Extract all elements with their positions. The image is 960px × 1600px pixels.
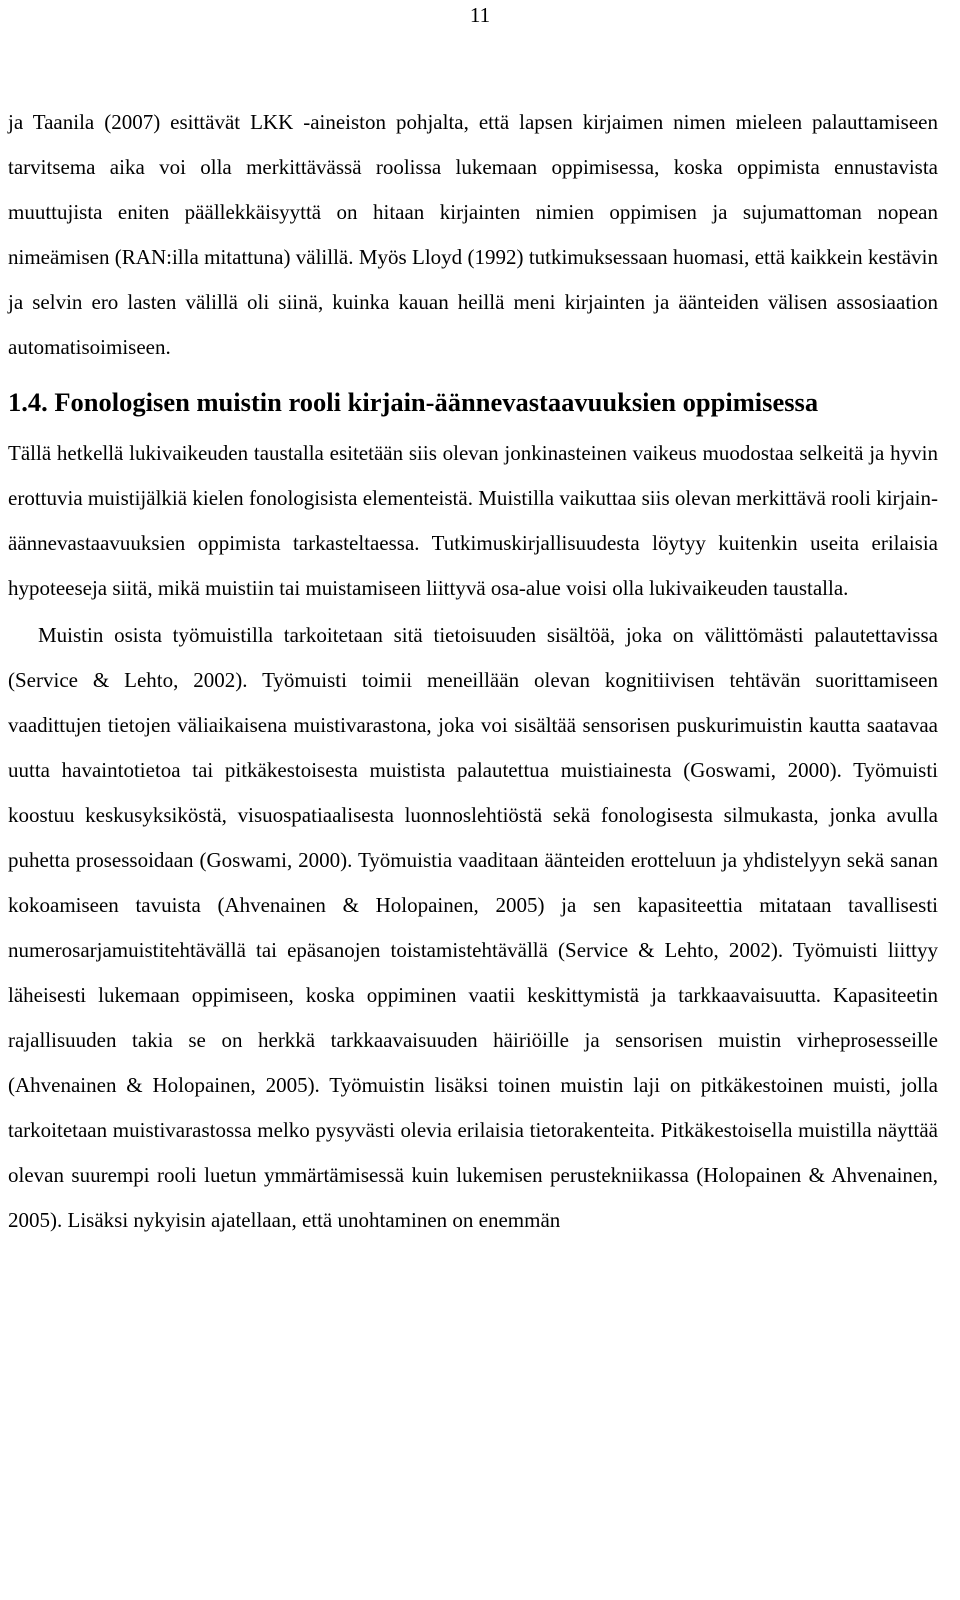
paragraph-working-memory: Muistin osista työmuistilla tarkoitetaan sitä tietoisuuden sisältöä, joka on välittömästi palautettavissa (Service & Lehto, 2002). Työmuisti toimii meneillään olevan kognitiivisen tehtävän suorittamiseen vaadittujen tietojen väliaikaisena muistivarastona, joka voi sisältää sensorisen puskurimuistin kautta saatavaa uutta havaintotietoa tai pitkäkestoisesta muistista palautettua muistiainesta (Goswami, 2000). Työmuisti koostuu keskusyksiköstä, visuospatiaalisesta luonnoslehtiöstä sekä fonologisesta silmukasta, jonka avulla puhetta prosessoidaan (Goswami, 2000). Työmuistia vaaditaan äänteiden erotteluun ja yhdistelyyn sekä sanan kokoamiseen tavuista (Ahvenainen & Holopainen, 2005) ja sen kapasiteettia mitataan tavallisesti numerosarjamuistitehtävällä tai epäsanojen toistamistehtävällä (Service & Lehto, 2002). Työmuisti liittyy läheisesti lukemaan oppimiseen, koska oppiminen vaatii keskittymistä ja tarkkaavaisuutta. Kapasiteetin rajallisuuden takia se on herkkä tarkkaavaisuuden häiriöille ja sensorisen muistin virheprosesseille (Ahvenainen & Holopainen, 2005). Työmuistin lisäksi toinen muistin laji on pitkäkestoinen muisti, jolla tarkoitetaan muistivarastossa melko pysyvästi olevia erilaisia tietorakenteita. Pitkäkestoisella muistilla näyttää olevan suurempi rooli luetun ymmärtämisessä kuin lukemisen perustekniikassa (Holopainen & Ahvenainen, 2005). Lisäksi nykyisin ajatellaan, että unohtaminen on enemmän bbox=[8, 623, 938, 1232]
section-heading: 1.4. Fonologisen muistin rooli kirjain-äännevastaavuuksien oppimisessa bbox=[8, 387, 819, 417]
page-number: 11 bbox=[469, 3, 491, 27]
paragraph-continuation: ja Taanila (2007) esittävät LKK -aineiston pohjalta, että lapsen kirjaimen nimen mieleen palauttamiseen tarvitsema aika voi olla merkittävässä roolissa lukemaan oppimisessa, koska oppimista ennustavista muuttujista eniten päällekkäisyyttä on hitaan kirjainten nimien oppimisen ja sujumattoman nopean nimeämisen (RAN:illa mitattuna) välillä. Myös Lloyd (1992) tutkimuksessaan huomasi, että kaikkein kestävin ja selvin ero lasten välillä oli siinä, kuinka kauan heillä meni kirjainten ja äänteiden välisen assosiaation automatisoimiseen. bbox=[8, 110, 938, 359]
document-body bbox=[8, 100, 938, 1243]
paragraph-intro: Tällä hetkellä lukivaikeuden taustalla esitetään siis olevan jonkinasteinen vaikeus muodostaa selkeitä ja hyvin erottuvia muistijälkiä kielen fonologisista elementeistä. Muistilla vaikuttaa siis olevan merkittävä rooli kirjain-äännevastaavuuksien oppimista tarkasteltaessa. Tutkimuskirjallisuudesta löytyy kuitenkin useita erilaisia hypoteeseja siitä, mikä muistiin tai muistamiseen liittyvä osa-alue voisi olla lukivaikeuden taustalla. bbox=[8, 441, 938, 600]
